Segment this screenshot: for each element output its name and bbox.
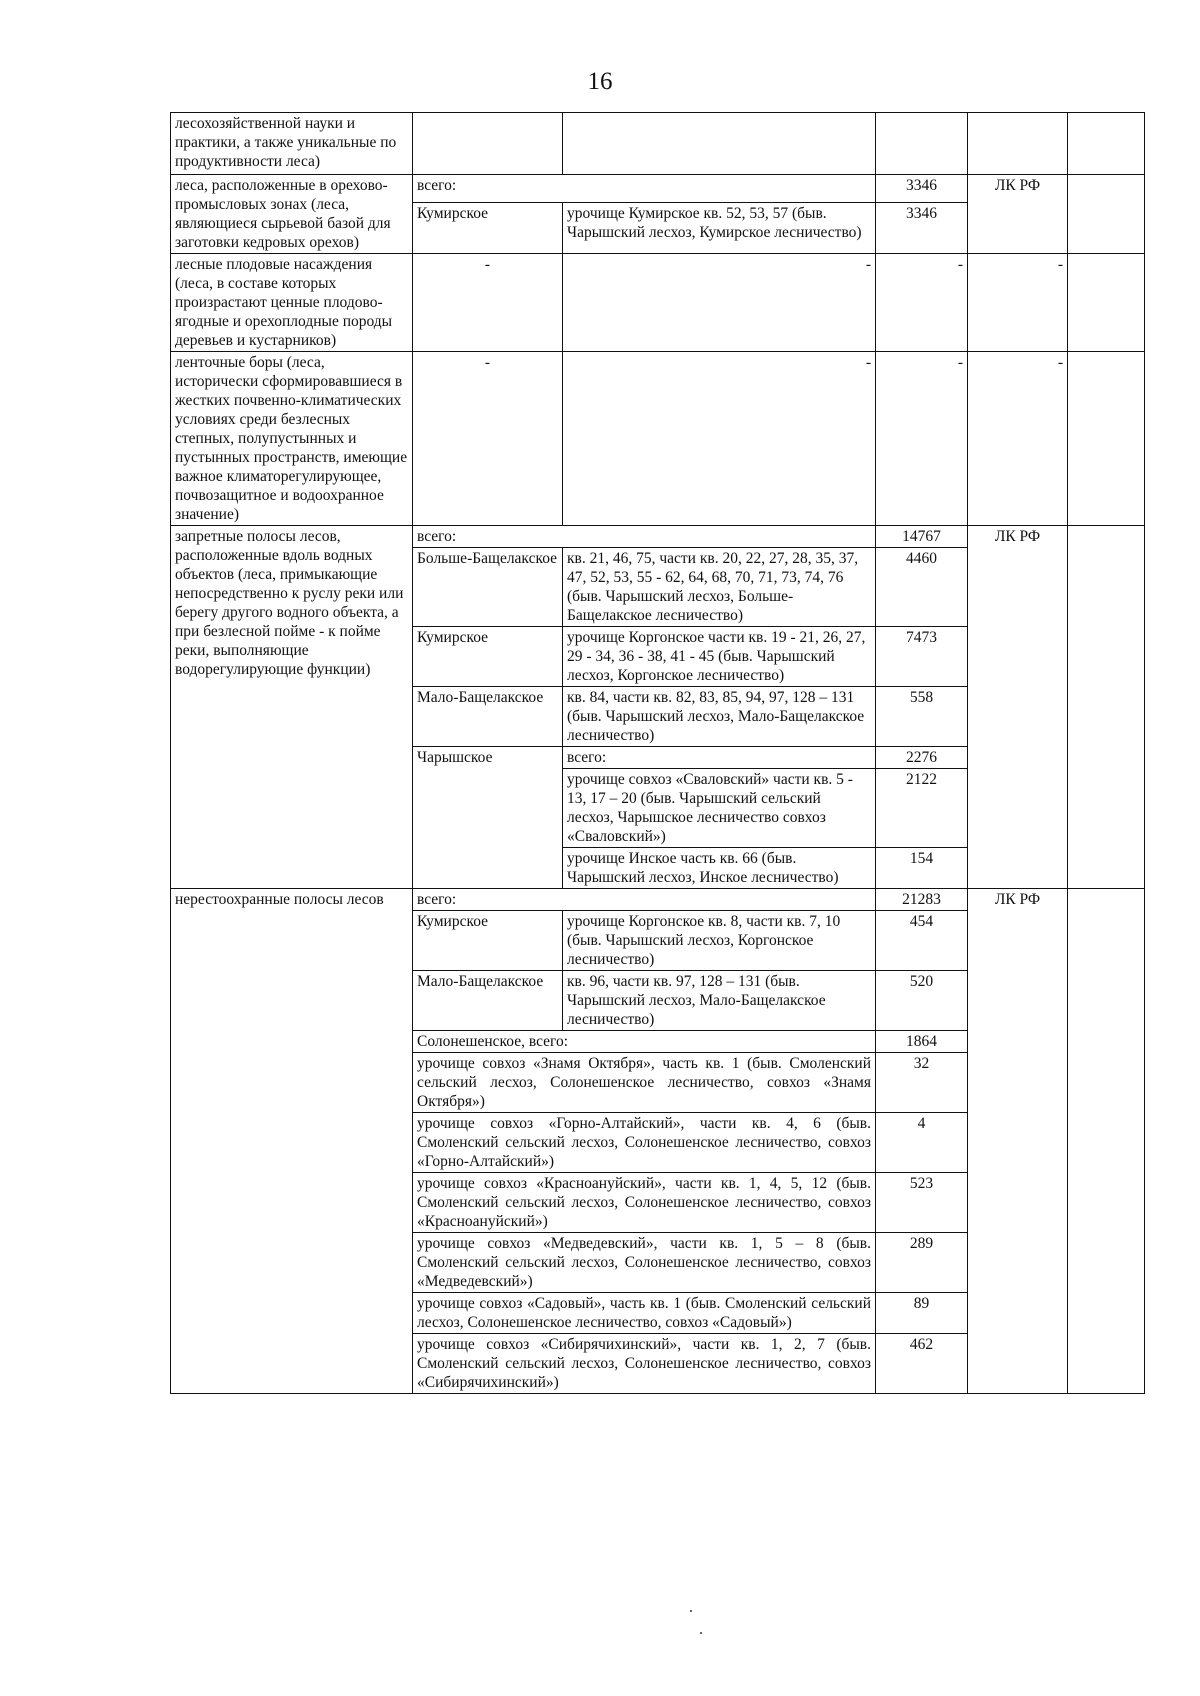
area-cell: 3346 bbox=[876, 202, 968, 253]
location-cell: урочище совхоз «Знамя Октября», часть кв. 1 (быв. Смоленский сельский лесхоз, Солонешенское лесничество, совхоз «Знамя Октября») bbox=[413, 1053, 876, 1113]
forestry-cell: Кумирское bbox=[413, 911, 563, 971]
area-cell: 4 bbox=[876, 1113, 968, 1173]
forestry-cell bbox=[413, 113, 563, 175]
location-cell: кв. 96, части кв. 97, 128 – 131 (быв. Чарышский лесхоз, Мало-Бащелакское лесничество) bbox=[563, 971, 876, 1031]
location-cell: - bbox=[563, 352, 876, 526]
location-cell: урочище совхоз «Горно-Алтайский», части кв. 4, 6 (быв. Смоленский сельский лесхоз, Солонешенское лесничество, совхоз «Горно-Алтайский») bbox=[413, 1113, 876, 1173]
forestry-cell: Кумирское bbox=[413, 627, 563, 687]
forestry-cell: Кумирское bbox=[413, 202, 563, 253]
forest-categories-table bbox=[170, 112, 1145, 1394]
page-number: 16 bbox=[587, 68, 613, 95]
extra-cell bbox=[1068, 254, 1145, 352]
area-cell: 89 bbox=[876, 1293, 968, 1334]
area-cell: 462 bbox=[876, 1334, 968, 1394]
area-cell: 4460 bbox=[876, 548, 968, 627]
forestry-cell: Мало-Бащелакское bbox=[413, 971, 563, 1031]
area-cell: - bbox=[876, 352, 968, 526]
table-row bbox=[171, 113, 1145, 175]
forestry-cell: Мало-Бащелакское bbox=[413, 687, 563, 747]
location-cell: урочище Кумирское кв. 52, 53, 57 (быв. Чарышский лесхоз, Кумирское лесничество) bbox=[563, 202, 876, 253]
forestry-cell: - bbox=[413, 352, 563, 526]
area-cell: 2276 bbox=[876, 747, 968, 769]
location-cell: урочище совхоз «Садовый», часть кв. 1 (быв. Смоленский сельский лесхоз, Солонешенское лесничество, совхоз «Садовый») bbox=[413, 1293, 876, 1334]
table-row bbox=[171, 175, 1145, 203]
table-row bbox=[171, 889, 1145, 911]
total-label-cell: всего: bbox=[413, 889, 876, 911]
location-cell: кв. 21, 46, 75, части кв. 20, 22, 27, 28, 35, 37, 47, 52, 53, 55 - 62, 64, 68, 70, 71, 73, 74, 76 (быв. Чарышский лесхоз, Больше-Бащелакское лесничество) bbox=[563, 548, 876, 627]
document-cell: - bbox=[968, 254, 1068, 352]
category-cell: лесные плодовые насаждения (леса, в составе которых произрастают ценные плодово-ягодные и орехоплодные породы деревьев и кустарников) bbox=[171, 254, 413, 352]
total-label-cell: всего: bbox=[413, 175, 876, 203]
location-cell: урочище совхоз «Сибирячихинский», части кв. 1, 2, 7 (быв. Смоленский сельский лесхоз, Солонешенское лесничество, совхоз «Сибирячихинский») bbox=[413, 1334, 876, 1394]
location-cell: урочище Коргонское кв. 8, части кв. 7, 10 (быв. Чарышский лесхоз, Коргонское лесничество) bbox=[563, 911, 876, 971]
area-cell: 520 bbox=[876, 971, 968, 1031]
category-cell: нерестоохранные полосы лесов bbox=[171, 889, 413, 1394]
area-cell bbox=[876, 113, 968, 175]
location-cell bbox=[563, 113, 876, 175]
category-cell: леса, расположенные в орехово-промысловых зонах (леса, являющиеся сырьевой базой для заготовки кедровых орехов) bbox=[171, 175, 413, 254]
scan-speck bbox=[700, 1632, 702, 1634]
area-cell: 558 bbox=[876, 687, 968, 747]
total-area-cell: 21283 bbox=[876, 889, 968, 911]
location-cell: кв. 84, части кв. 82, 83, 85, 94, 97, 128 – 131 (быв. Чарышский лесхоз, Мало-Бащелакское лесничество) bbox=[563, 687, 876, 747]
category-cell: ленточные боры (леса, исторически сформировавшиеся в жестких почвенно-климатических условиях среди безлесных степных, полупустынных и пустынных пространств, имеющие важное климаторегулирующее, почвозащитное и водоохранное значение) bbox=[171, 352, 413, 526]
area-cell: 154 bbox=[876, 848, 968, 889]
scan-speck bbox=[690, 1610, 692, 1612]
subtotal-label-cell: Солонешенское, всего: bbox=[413, 1031, 876, 1053]
total-area-cell: 14767 bbox=[876, 526, 968, 548]
forestry-cell: - bbox=[413, 254, 563, 352]
extra-cell bbox=[1068, 175, 1145, 254]
total-area-cell: 3346 bbox=[876, 175, 968, 203]
location-cell: урочище Коргонское части кв. 19 - 21, 26, 27, 29 - 34, 36 - 38, 41 - 45 (быв. Чарышский лесхоз, Коргонское лесничество) bbox=[563, 627, 876, 687]
location-cell: урочище совхоз «Красноануйский», части кв. 1, 4, 5, 12 (быв. Смоленский сельский лесхоз, Солонешенское лесничество, совхоз «Красноануйский») bbox=[413, 1173, 876, 1233]
forestry-cell: Больше-Бащелакское bbox=[413, 548, 563, 627]
extra-cell bbox=[1068, 526, 1145, 889]
document-cell: ЛК РФ bbox=[968, 889, 1068, 1394]
location-cell: урочище совхоз «Сваловский» части кв. 5 - 13, 17 – 20 (быв. Чарышский сельский лесхоз, Чарышское лесничество совхоз «Сваловский») bbox=[563, 769, 876, 848]
table-row bbox=[171, 254, 1145, 352]
area-cell: 32 bbox=[876, 1053, 968, 1113]
extra-cell bbox=[1068, 113, 1145, 175]
category-cell: запретные полосы лесов, расположенные вдоль водных объектов (леса, примыкающие непосредственно к руслу реки или берегу другого водного объекта, а при безлесной пойме - к пойме реки, выполняющие водорегулирующие функции) bbox=[171, 526, 413, 889]
location-cell: урочище совхоз «Медведевский», части кв. 1, 5 – 8 (быв. Смоленский сельский лесхоз, Солонешенское лесничество, совхоз «Медведевский») bbox=[413, 1233, 876, 1293]
extra-cell bbox=[1068, 352, 1145, 526]
area-cell: 1864 bbox=[876, 1031, 968, 1053]
extra-cell bbox=[1068, 889, 1145, 1394]
table-row bbox=[171, 526, 1145, 548]
area-cell: 2122 bbox=[876, 769, 968, 848]
category-cell: лесохозяйственной науки и практики, а также уникальные по продуктивности леса) bbox=[171, 113, 413, 175]
area-cell: 454 bbox=[876, 911, 968, 971]
area-cell: 289 bbox=[876, 1233, 968, 1293]
total-label-cell: всего: bbox=[413, 526, 876, 548]
document-cell: ЛК РФ bbox=[968, 175, 1068, 254]
location-cell: урочище Инское часть кв. 66 (быв. Чарышский лесхоз, Инское лесничество) bbox=[563, 848, 876, 889]
area-cell: 523 bbox=[876, 1173, 968, 1233]
area-cell: 7473 bbox=[876, 627, 968, 687]
document-cell: ЛК РФ bbox=[968, 526, 1068, 889]
location-cell: - bbox=[563, 254, 876, 352]
table-row bbox=[171, 352, 1145, 526]
area-cell: - bbox=[876, 254, 968, 352]
document-cell: - bbox=[968, 352, 1068, 526]
forestry-cell: Чарышское bbox=[413, 747, 563, 889]
document-cell bbox=[968, 113, 1068, 175]
location-cell: всего: bbox=[563, 747, 876, 769]
